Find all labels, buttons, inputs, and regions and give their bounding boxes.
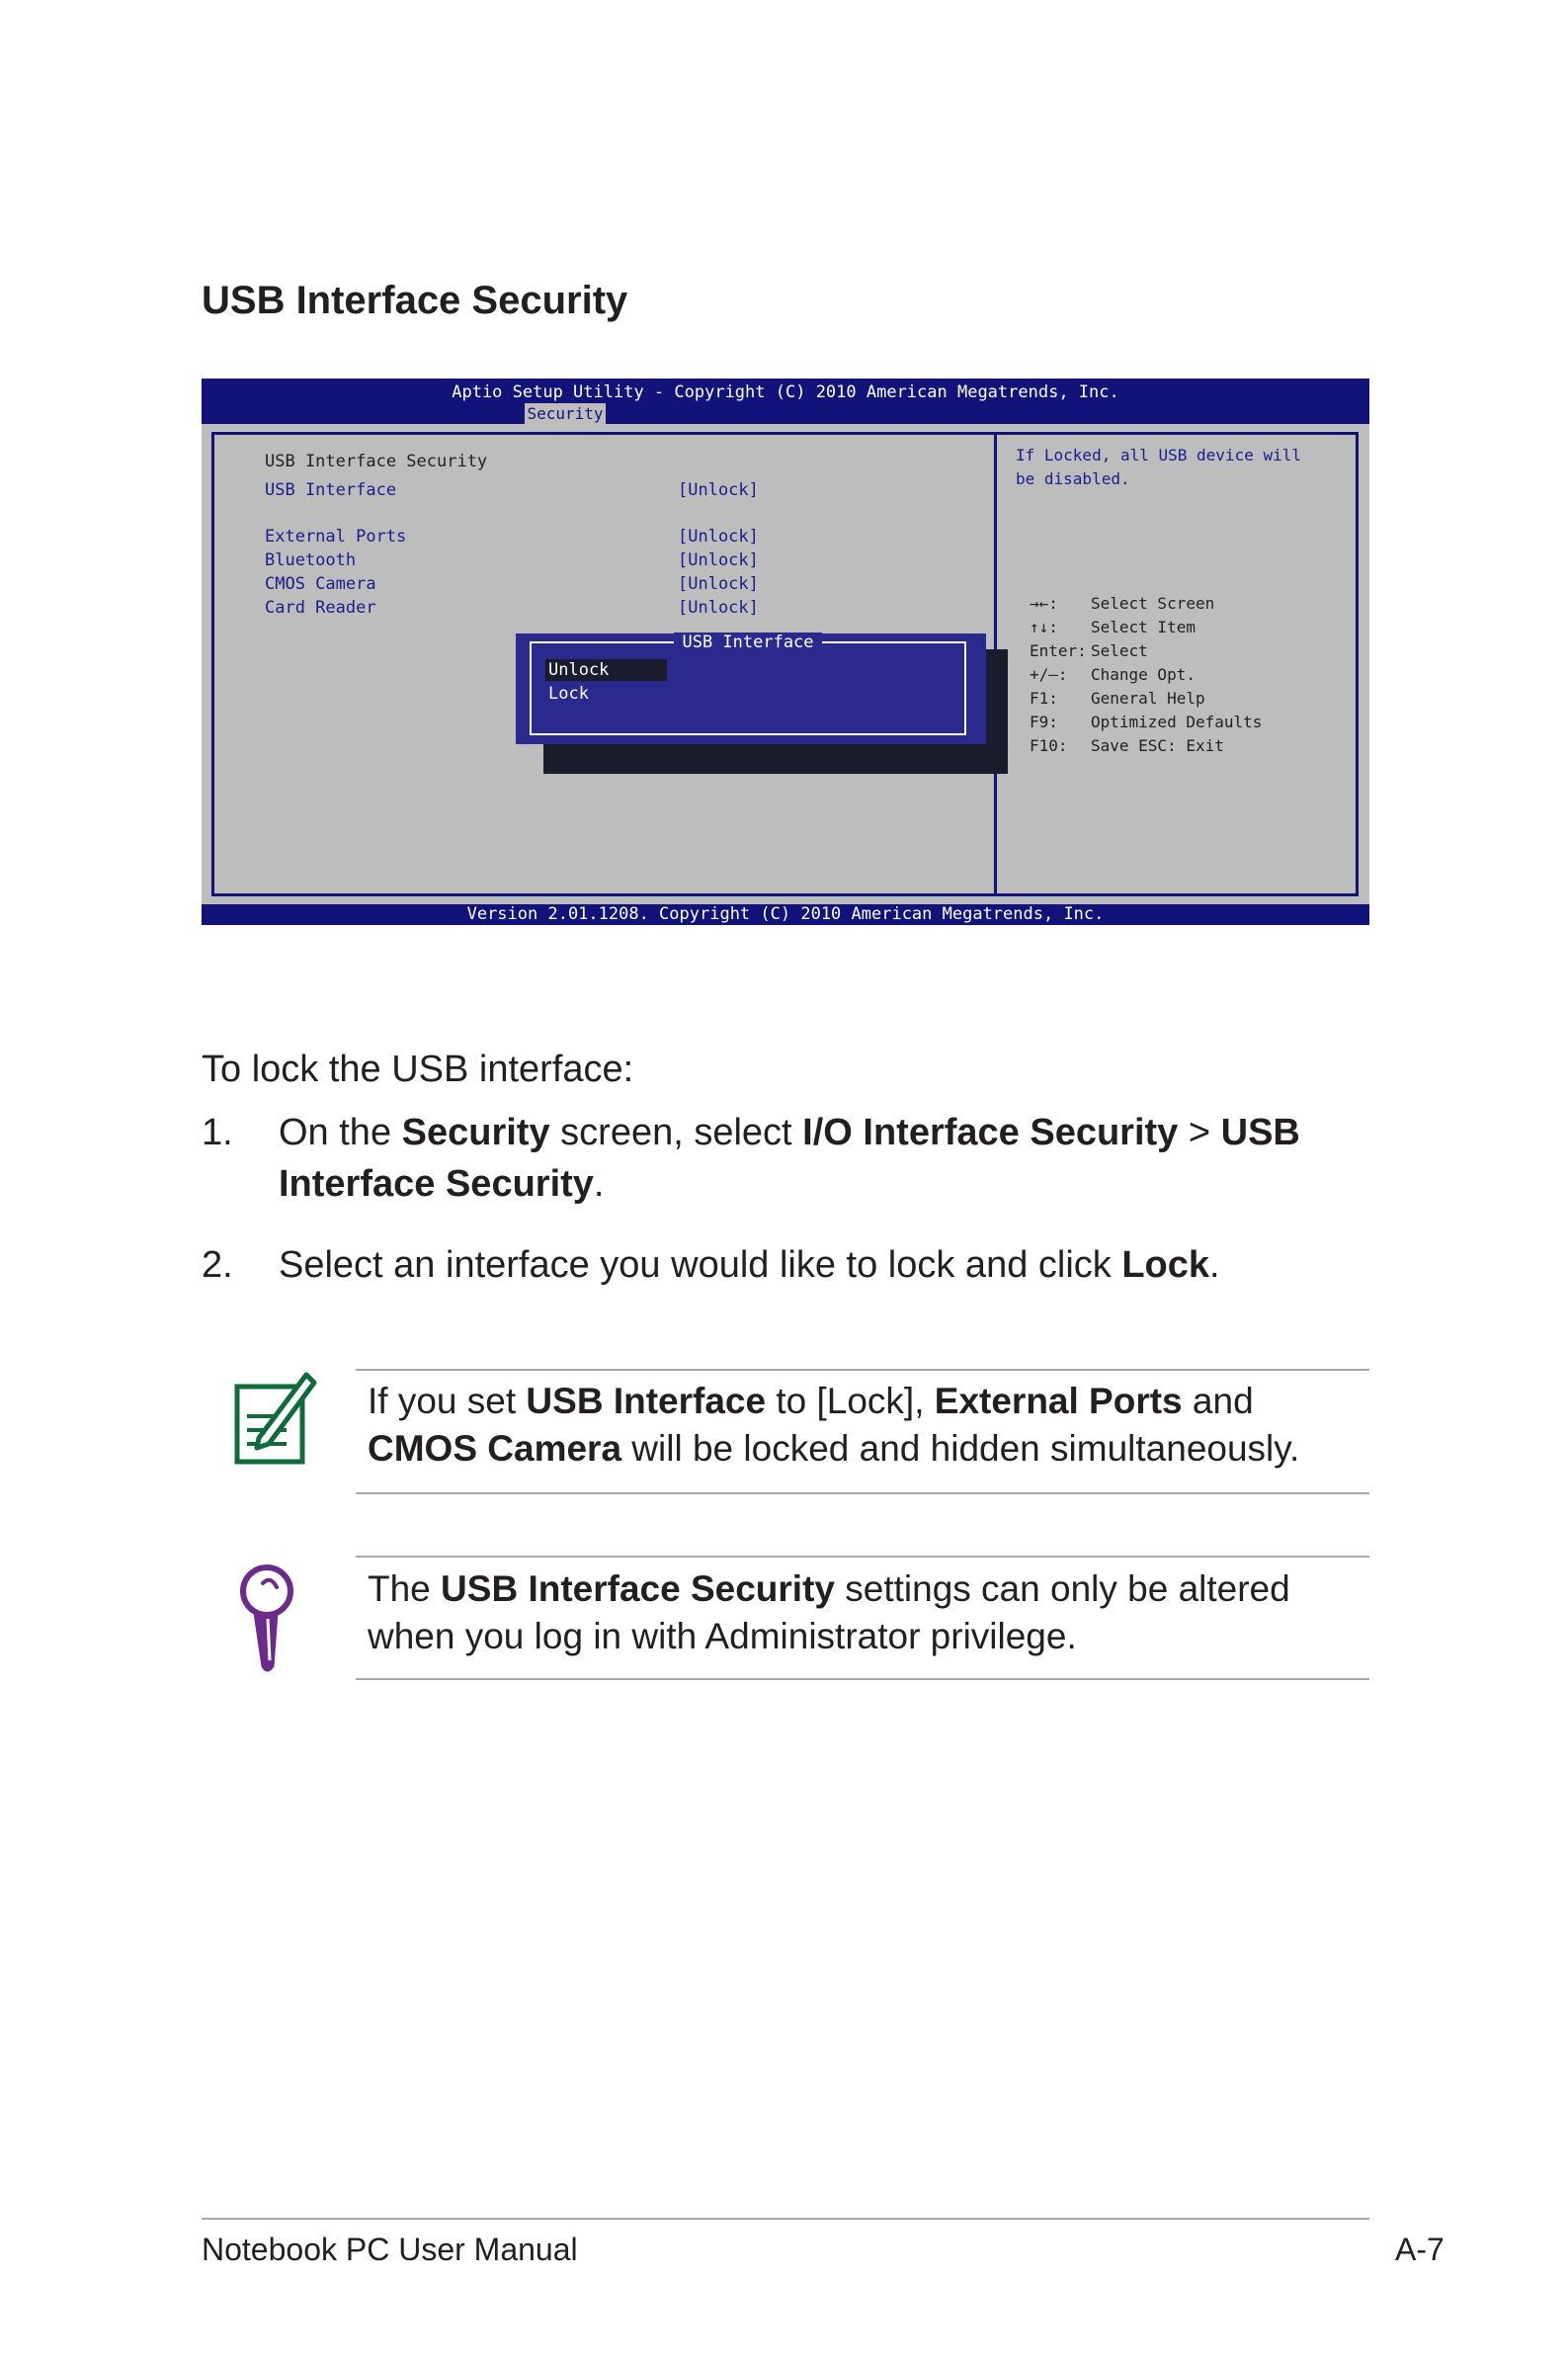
intro-text: To lock the USB interface: [202,1049,634,1090]
key-desc: Change Opt. [1091,665,1196,684]
bios-item-external-ports[interactable]: External Ports [265,527,407,547]
bios-help-line-1: If Locked, all USB device will [1016,446,1301,464]
key-f9: F9: [1030,713,1058,731]
bios-value-usb-interface[interactable]: [Unlock] [678,480,759,500]
key-f10: F10: [1030,736,1068,755]
step-text: On the Security screen, select I/O Interface Security > USB Interface Security. [279,1112,1300,1205]
key-enter: Enter: [1030,641,1087,660]
footer-manual-title: Notebook PC User Manual [202,2232,578,2267]
step-number: 1. [202,1112,233,1153]
note-bottom-rule [356,1492,1369,1494]
bios-screenshot [202,379,1369,925]
step-text: Select an interface you would like to lock and click Lock. [279,1244,1220,1286]
popup-option-lock[interactable]: Lock [548,684,589,704]
key-arrows-lr: →←: [1030,594,1058,613]
page-number: A-7 [1395,2232,1444,2267]
bios-heading: USB Interface Security [265,452,488,471]
bios-title-bar: Aptio Setup Utility - Copyright (C) 2010 American Megatrends, Inc. [452,382,1119,402]
step-2 [202,1239,1387,1295]
key-arrows-ud: ↑↓: [1030,618,1058,636]
note-pencil-icon [229,1369,318,1468]
note-top-rule [356,1369,1369,1371]
bios-value-bluetooth[interactable]: [Unlock] [678,550,759,570]
footer-rule [202,2218,1369,2220]
tip-top-rule [356,1556,1369,1558]
key-desc: Select [1091,641,1148,660]
bios-item-cmos-camera[interactable]: CMOS Camera [265,574,376,594]
popup-title-text: USB Interface [674,633,821,652]
popup-title [532,633,964,652]
key-desc: General Help [1091,689,1205,708]
bios-help-line-2: be disabled. [1016,469,1130,488]
bios-value-card-reader[interactable]: [Unlock] [678,598,759,618]
usb-interface-popup [516,633,986,744]
section-title: USB Interface Security [202,279,628,322]
key-f1: F1: [1030,689,1058,708]
popup-option-unlock[interactable]: Unlock [545,659,667,681]
bios-value-external-ports[interactable]: [Unlock] [678,527,759,547]
key-desc: Optimized Defaults [1091,713,1263,731]
tip-bottom-rule [356,1678,1369,1680]
bios-item-bluetooth[interactable]: Bluetooth [265,550,357,570]
magnifier-tip-icon [233,1558,302,1676]
key-desc: Select Item [1091,618,1196,636]
bios-tab-security[interactable]: Security [525,403,606,424]
bios-value-cmos-camera[interactable]: [Unlock] [678,574,759,594]
bios-main-panel [202,424,1369,904]
bios-item-usb-interface[interactable]: USB Interface [265,480,397,500]
key-desc: Save ESC: Exit [1091,736,1224,755]
popup-border [530,633,966,735]
tip-text: The USB Interface Security settings can only be altered when you log in with Administrator privilege. [368,1568,1290,1656]
step-number: 2. [202,1244,233,1286]
note-1-text: If you set USB Interface to [Lock], External Ports and CMOS Camera will be locked and hidden simultaneously. [368,1381,1300,1469]
key-desc: Select Screen [1091,594,1215,613]
bios-footer: Version 2.01.1208. Copyright (C) 2010 American Megatrends, Inc. [466,904,1105,924]
bios-item-card-reader[interactable]: Card Reader [265,598,376,618]
step-1 [202,1107,1387,1216]
key-plus-minus: +/—: [1030,665,1068,684]
